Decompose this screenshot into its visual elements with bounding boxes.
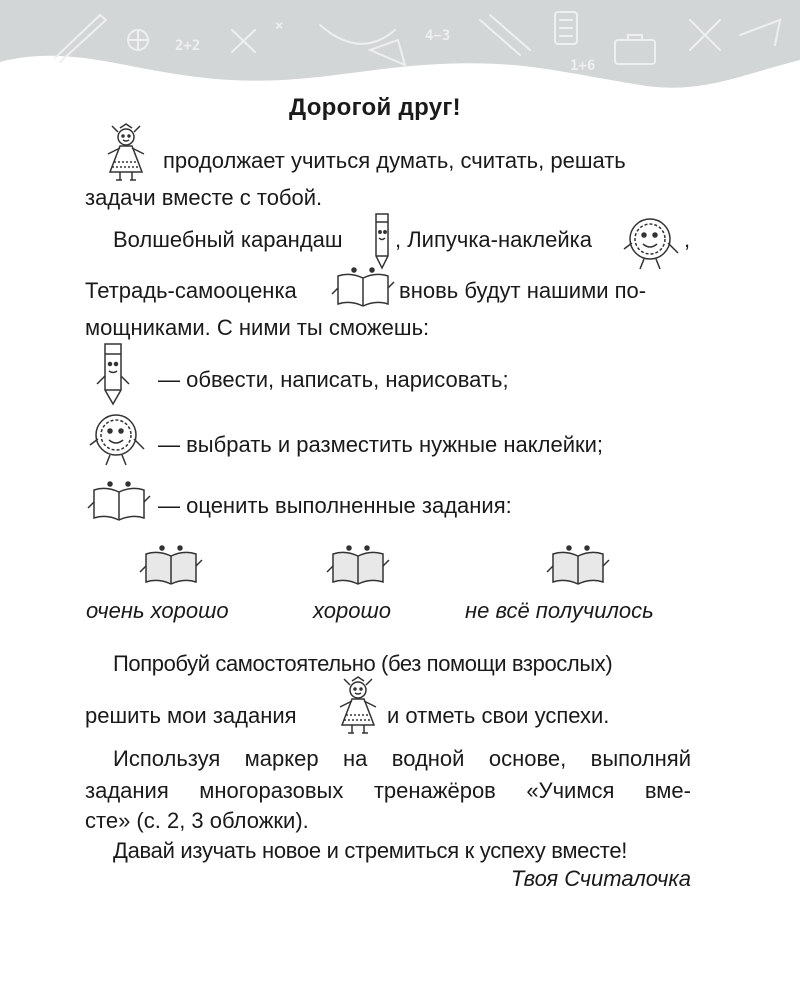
helpers-text-again: вновь будут нашими по- — [399, 278, 647, 303]
closing-line: Давай изучать новое и стремиться к успеху вместе! — [113, 838, 628, 863]
helpers-text-comma: , — [684, 227, 691, 252]
ability-evaluate: — оценить выполненные задания: — [158, 493, 512, 518]
notebook-rating-not-all-icon — [545, 542, 611, 588]
notebook-character-icon — [330, 264, 396, 310]
helpers-text-pencil: Волшебный карандаш — [113, 227, 343, 252]
girl-character-icon — [330, 675, 386, 737]
signature: Твоя Считалочка — [510, 866, 691, 891]
page-title: Дорогой друг! — [289, 94, 461, 121]
marker-line-1: Используя маркер на водной основе, выполняй — [113, 746, 691, 771]
sticker-character-icon — [86, 409, 148, 467]
ability-stickers: — выбрать и разместить нужные наклейки; — [158, 432, 604, 457]
doodle-text: 1+6 — [570, 58, 596, 74]
doodle-text: × — [275, 18, 284, 34]
helpers-text-notebook: Тетрадь-самооценка — [85, 278, 297, 303]
girl-character-icon — [98, 122, 154, 184]
rating-not-all: не всё получилось — [465, 598, 654, 623]
pencil-character-icon — [95, 340, 131, 408]
marker-line-3: сте» (с. 2, 3 обложки). — [85, 808, 309, 833]
helpers-text-sticker: , Липучка-наклейка — [395, 227, 592, 252]
ability-draw: — обвести, написать, нарисовать; — [158, 367, 509, 392]
rating-very-good: очень хорошо — [86, 598, 229, 623]
doodle-text: 2+2 — [175, 38, 201, 54]
doodle-text: 4−3 — [425, 28, 451, 44]
try-line-2a: решить мои задания — [85, 703, 297, 728]
try-line-2b: и отметь свои успехи. — [387, 703, 610, 728]
try-line-1: Попробуй самостоятельно (без помощи взрослых) — [113, 651, 613, 676]
intro-line-2: задачи вместе с тобой. — [85, 185, 323, 210]
notebook-rating-good-icon — [325, 542, 391, 588]
marker-line-2: задания многоразовых тренажёров «Учимся вме- — [85, 778, 691, 803]
notebook-character-icon — [86, 478, 152, 524]
rating-good: хорошо — [313, 598, 391, 623]
magic-pencil-icon — [369, 210, 395, 272]
helpers-text-helpers: мощниками. С ними ты сможешь: — [85, 315, 430, 340]
intro-line-1: продолжает учиться думать, считать, решать — [163, 148, 626, 173]
sticker-character-icon — [620, 213, 682, 271]
notebook-rating-very-good-icon — [138, 542, 204, 588]
